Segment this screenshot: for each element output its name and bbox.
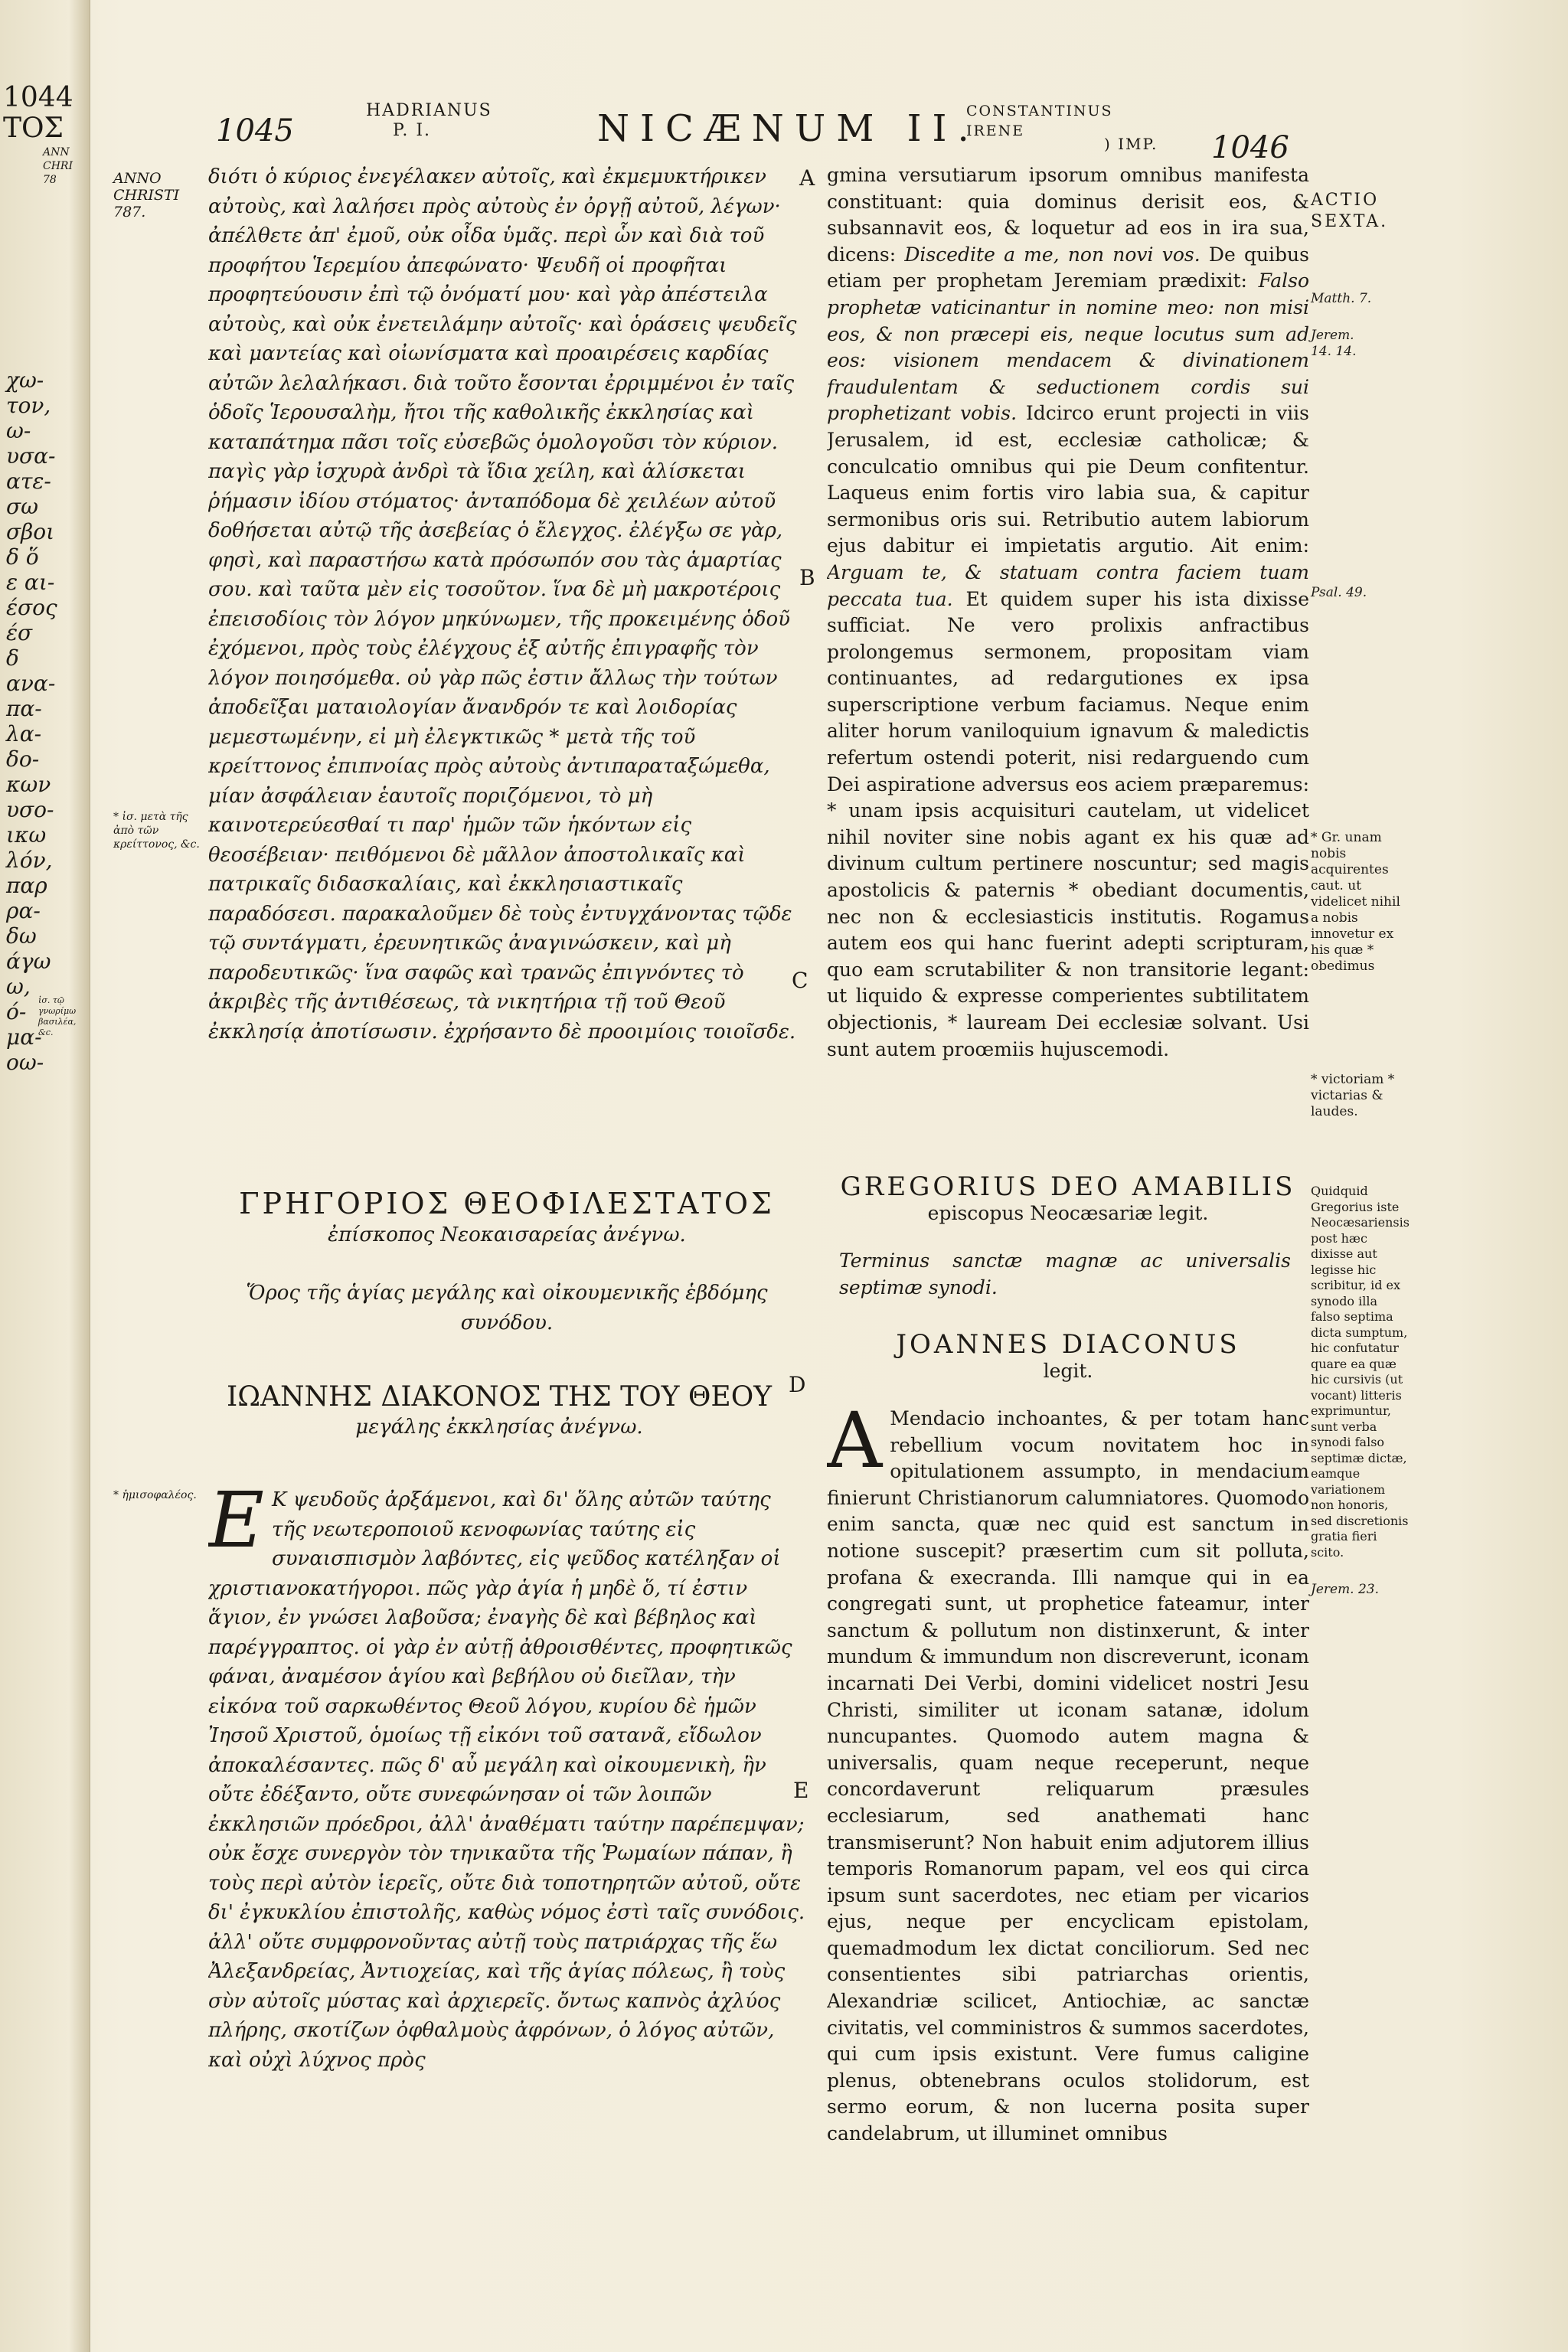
- greek-heading-gregorius-sub: ἐπίσκοπος Νεοκαισαρείας ἀνέγνω.: [328, 1223, 686, 1246]
- section-marker-e: E: [793, 1778, 809, 1803]
- previous-page-edge: [0, 0, 90, 2352]
- latin-text-block-1: [827, 162, 1309, 1165]
- greek-heading-ioannes: [201, 1381, 798, 1439]
- header-right-tag: ) IMP.: [1104, 135, 1158, 153]
- latin-text-1-quote-b: Falso prophetæ vaticinantur in nomine meo: non misi eos, & non præcepi eis, neque locutus sum ad eos: visionem mendacem & divinationem fraudulentam & seductionem cordis sui prophetizant vobis.: [827, 270, 1309, 425]
- latin-heading-joannes-title: JOANNES DIACONUS: [896, 1329, 1240, 1360]
- latin-heading-joannes-sub: legit.: [1043, 1360, 1093, 1382]
- margin-note-latin-3: Quidquid Gregorius iste Neocæsariensis post hæc dixisse aut legisse hic scribitur, id ex synodo illa falso septima dicta sumptum, hic confutatur quare ea quæ hic cursivis (ut vocant) litteris exprimuntur, sunt verba synodi falso septimæ dictæ, eamque variationem non honoris, sed discretionis gratia fieri scito.: [1311, 1184, 1410, 1560]
- page-number-right: 1046: [1211, 130, 1289, 165]
- margin-note-greek-1: * ἰσ. μετὰ τῆς ἀπὸ τῶν κρείττονος, &c.: [113, 811, 200, 851]
- greek-horos-line: Ὅρος τῆς ἁγίας μεγάλης καὶ οἰκουμενικῆς ἑβδόμης συνόδου.: [246, 1282, 768, 1334]
- greek-drop-capital: Ε: [208, 1485, 264, 1565]
- latin-drop-capital: A: [827, 1406, 883, 1485]
- latin-text-block-2: [827, 1406, 1309, 2179]
- latin-text-block-2-body: Mendacio inchoantes, & per totam hanc rebellium vocum novitatem hoc in opitulationem assumpto, in mendacium finierunt Christianorum calumniatores. Quomodo enim sancta, quæ nec quid est sanctum in notione suscepit? præsertim cum sit polluta, profana & execranda. Illi namque qui in ea congregati sunt, ut prophetice fateamur, inter sanctum & pollutum non distinxerunt, & inter mundum & immundum non discreverunt, iconam incarnati Dei Verbi, domini videlicet nostri Jesu Christi, similiter ut iconam satanæ, idolum nuncupantes. Quomodo autem magna & universalis, quam neque receperunt, neque concordaverunt reliquarum præsules ecclesiarum, sed anathemati hanc transmiserunt? Non habuit enim adjutorem illius temporis Romanorum papam, vel eos qui circa ipsum sunt sacerdotes, nec etiam per vicarios ejus, neque per encyclicam epistolam, quemadmodum lex dictat conciliorum. Sed nec consentientes sibi patriarchas orientis, Alexandriæ scilicet, Antiochiæ, ac sanctæ civitatis, vel comministros & summos sacerdotes, qui cum ipsis existunt. Vere fumus caligine plenus, obtenebrans oculos stolidorum, est sermo eorum, & non lucerna posita super candelabrum, ut illuminet omnibus: [827, 1407, 1309, 2145]
- latin-heading-gregorius: [819, 1171, 1317, 1224]
- latin-heading-joannes: [819, 1329, 1317, 1382]
- section-marker-c: C: [792, 968, 808, 993]
- greek-heading-gregorius-title: ΓΡΗΓΟΡΙΟΣ ΘΕΟΦΙΛΕΣΤΑΤΟΣ: [239, 1187, 775, 1220]
- actio-label: ACTIO SEXTA.: [1311, 191, 1389, 231]
- latin-heading-gregorius-title: GREGORIUS DEO AMABILIS: [840, 1171, 1296, 1202]
- margin-note-latin-2: * victoriam * victarias & laudes.: [1311, 1072, 1395, 1119]
- greek-text-block-2-body: Κ ψευδοῦς ἀρξάμενοι, καὶ δι' ὅλης αὐτῶν ταύτης τῆς νεωτεροποιοῦ κενοφωνίας ταύτης εἰς συναισπισμὸν λαβόντες, εἰς ψεῦδος κατέληξαν οἱ χριστιανοκατήγοροι. πῶς γὰρ ἁγία ἡ μηδὲ ὅ, τί ἐστιν ἅγιον, ἐν γνώσει λαβοῦσα; ἐναγὴς δὲ καὶ βέβηλος καὶ παρέγγραπτος. οἱ γὰρ ἐν αὐτῇ ἀθροισθέντες, προφητικῶς φάναι, ἀναμέσον ἁγίου καὶ βεβήλου οὐ διεῖλαν, τὴν εἰκόνα τοῦ σαρκωθέντος Θεοῦ λόγου, κυρίου δὲ ἡμῶν Ἰησοῦ Χριστοῦ, ὁμοίως τῇ εἰκόνι τοῦ σατανᾶ, εἴδωλον ἀποκαλέσαντες. πῶς δ' αὖ μεγάλη καὶ οἰκουμενικὴ, ἣν οὔτε ἐδέξαντο, οὔτε συνεφώνησαν οἱ τῶν λοιπῶν ἐκκλησιῶν πρόεδροι, ἀλλ' ἀναθέματι ταύτην παρέπεμψαν; οὐκ ἔσχε συνεργὸν τὸν τηνικαῦτα τῆς Ῥωμαίων πάπαν, ἢ τοὺς περὶ αὐτὸν ἱερεῖς, οὔτε διὰ τοποτηρητῶν αὐτοῦ, οὔτε δι' ἐγκυκλίου ἐπιστολῆς, καθὼς νόμος ἐστὶ ταῖς συνόδοις. ἀλλ' οὔτε συμφρονοῦντας αὐτῇ τοὺς πατριάρχας τῆς ἕω Ἀλεξανδρείας, Ἀντιοχείας, καὶ τῆς ἁγίας πόλεως, ἢ τοὺς σὺν αὐτοῖς μύστας καὶ ἀρχιερεῖς. ὄντως καπνὸς ἀχλύος πλήρης, σκοτίζων ὀφθαλμοὺς ἀφρόνων, ὁ λόγος αὐτῶν, καὶ οὐχὶ λύχνος πρὸς: [208, 1488, 805, 2072]
- previous-page-text: χω- τον, ω- υσα- ατε- σω σβοι δ ὅ ε αι- έσος έσ δ ανα- πα- λα- δο- κων υσο- ικω λόν, παρ ρα- δω άγω ω, ό- μα- οω-: [6, 368, 57, 1075]
- page-number-left: 1045: [216, 113, 294, 149]
- header-right-names: CONSTANTINUS IRENE: [966, 103, 1113, 139]
- margin-ref-jeremiah-1: Jerem. 14. 14.: [1311, 328, 1357, 359]
- greek-heading-ioannes-title: ΙΩΑΝΝΗΣ ΔΙΑΚΟΝΟΣ ΤΗΣ ΤΟΥ ΘΕΟΥ: [226, 1381, 772, 1413]
- margin-note-greek-2: * ἡμισοφαλέος.: [113, 1489, 197, 1501]
- margin-ref-matthew: Matth. 7.: [1311, 291, 1372, 306]
- latin-terminus-line: Terminus sanctæ magnæ ac universalis septimæ synodi.: [839, 1250, 1291, 1298]
- previous-page-number: 1044 ΤΟΣ: [3, 82, 74, 144]
- latin-heading-gregorius-sub: episcopus Neocæsariæ legit.: [927, 1202, 1209, 1224]
- latin-text-1a: gmina versutiarum ipsorum omnibus manifesta constituant: quia dominus derisit eos, & subsannavit eos, & loquetur ad eos in ira sua, dicens:: [827, 164, 1309, 266]
- greek-heading-gregorius: [201, 1187, 813, 1246]
- margin-ref-jeremiah-2: Jerem. 23.: [1311, 1582, 1380, 1597]
- page-title: NICÆNUM II.: [597, 107, 980, 150]
- greek-text-block-1: διότι ὁ κύριος ἐνεγέλακεν αὐτοῖς, καὶ ἐκμεμυκτήρικεν αὐτοὺς, καὶ λαλήσει πρὸς αὐτοὺς ἐν ὀργῇ αὐτοῦ, λέγων· ἀπέλθετε ἀπ' ἐμοῦ, οὐκ οἶδα ὑμᾶς. περὶ ὧν καὶ διὰ τοῦ προφήτου Ἱερεμίου ἀπεφώνατο· Ψευδῆ οἱ προφῆται προφητεύουσιν ἐπὶ τῷ ὀνόματί μου· καὶ γὰρ ἀπέστειλα αὐτοὺς, καὶ οὐκ ἐνετειλάμην αὐτοῖς· καὶ ὁράσεις ψευδεῖς καὶ μαντείας καὶ οἰωνίσματα καὶ προαιρέσεις καρδίας αὐτῶν λελαλήκασι. διὰ τοῦτο ἔσονται ἐρριμμένοι ἐν ταῖς ὁδοῖς Ἱερουσαλὴμ, ἤτοι τῆς καθολικῆς ἐκκλησίας καὶ καταπάτημα πᾶσι τοῖς εὐσεβῶς ὁμολογοῦσι τὸν κύριον. παγὶς γὰρ ἰσχυρὰ ἀνδρὶ τὰ ἴδια χείλη, καὶ ἁλίσκεται ῥήμασιν ἰδίου στόματος· ἀνταπόδομα δὲ χειλέων αὐτοῦ δοθήσεται αὐτῷ τῆς ἀσεβείας ὁ ἔλεγχος. ἐλέγξω σε γὰρ, φησὶ, καὶ παραστήσω κατὰ πρόσωπόν σου τὰς ἁμαρτίας σου. καὶ ταῦτα μὲν εἰς τοσοῦτον. ἵνα δὲ μὴ μακροτέροις ἐπεισοδίοις τὸν λόγον μηκύνωμεν, τῆς προκειμένης ὁδοῦ ἐχόμενοι, πρὸς τοὺς ἐλέγχους ἐξ αὐτῆς ἐπιγραφῆς τὸν λόγον ποιησόμεθα. οὐ γὰρ πῶς ἐστιν ἄλλως τὴν τούτων ἀποδεῖξαι ματαιολογίαν ἄνανδρόν τε καὶ λοιδορίας μεμεστωμένην, εἰ μὴ ἐλεγκτικῶς * μετὰ τῆς τοῦ κρείττονος ἐπιπνοίας πρὸς αὐτοὺς ἀντιπαραταξώμεθα, μίαν ἀσφάλειαν ἑαυτοῖς ποριζόμενοι, τὸ μὴ καινοτερεύεσθαί τι παρ' ἡμῶν τῶν ἡκόντων εἰς θεοσέβειαν· πειθόμενοι δὲ μᾶλλον ἀποστολικαῖς καὶ πατρικαῖς διδασκαλίαις, καὶ ἐκκλησιαστικαῖς παραδόσεσι. παρακαλοῦμεν δὲ τοὺς ἐντυγχάνοντας τῷδε τῷ συντάγματι, ἐρευνητικῶς ἀναγινώσκειν, καὶ μὴ παροδευτικῶς· ἵνα σαφῶς καὶ τρανῶς ἐπιγνόντες τὸ ἀκριβὲς τῆς ἀντιθέσεως, τὰ νικητήρια τῇ τοῦ Θεοῦ ἐκκλησίᾳ ἀποτίσωσιν. ἐχρήσαντο δὲ προοιμίοις τοιοῖσδε.: [208, 165, 797, 1044]
- year-note: ANNO CHRISTI 787.: [113, 170, 180, 220]
- greek-heading-ioannes-sub: μεγάλης ἐκκλησίας ἀνέγνω.: [355, 1416, 643, 1439]
- margin-ref-psalm: Psal. 49.: [1311, 585, 1367, 600]
- latin-text-1d: Et quidem super his ista dixisse sufficiat. Ne vero prolixis anfractibus prolongemus sermonem, propositam viam continuantes, ad redargutiones ex ipsa superscriptione verbum faciamus. Neque enim aliter horum vaniloquium ignavum & maledictis refertum ostendi poterit, nisi redarguendo cum Dei aspiratione adversus eos aciem præparemus: * unam ipsis acquisituri cautelam, ut videlicet nihil noviter sine nobis agant ex his quæ ad divinum cultum pertinere noscuntur; sed magis apostolicis & paternis * obediant documentis, nec non & ecclesiasticis institutis. Rogamus autem eos qui hanc fuerint adepti scripturam, quo eam scrutabiliter & non transitorie legant: ut liquido & expresse comperientes subtilitatem objectionis, * lauream Dei ecclesiæ solvant. Usi sunt autem proœmiis hujuscemodi.: [827, 587, 1309, 1060]
- section-marker-a: A: [799, 165, 815, 191]
- previous-page-anno: ANN CHRI 78: [43, 146, 73, 186]
- latin-text-1b: De quibus etiam per prophetam Jeremiam prædixit:: [827, 243, 1309, 292]
- margin-note-latin-1: * Gr. unam nobis acquirentes caut. ut videlicet nihil a nobis innovetur ex his quæ * obedimus: [1311, 830, 1400, 974]
- latin-text-1-quote-c: Arguam te, & statuam contra faciem tuam peccata tua.: [827, 560, 1309, 610]
- latin-text-1-quote-a: Discedite a me, non novi vos.: [904, 243, 1200, 266]
- previous-page-note: ἰσ. τῷ γνωρίμω βασιλέα, &c.: [38, 995, 77, 1037]
- section-marker-d: D: [789, 1372, 806, 1397]
- latin-text-1c: Idcirco erunt projecti in viis Jerusalem, id est, ecclesiæ catholicæ; & conculcatio omnibus qui pie Deum confitentur. Laqueus enim fortis viro labia sua, & capitur sermonibus oris sui. Retributio autem labiorum ejus dabitur ei impietatis argutio. Ait enim:: [827, 402, 1309, 557]
- header-left-name: HADRIANUS P. I.: [366, 101, 492, 140]
- section-marker-b: B: [799, 565, 815, 590]
- greek-text-block-2: [208, 1485, 805, 2174]
